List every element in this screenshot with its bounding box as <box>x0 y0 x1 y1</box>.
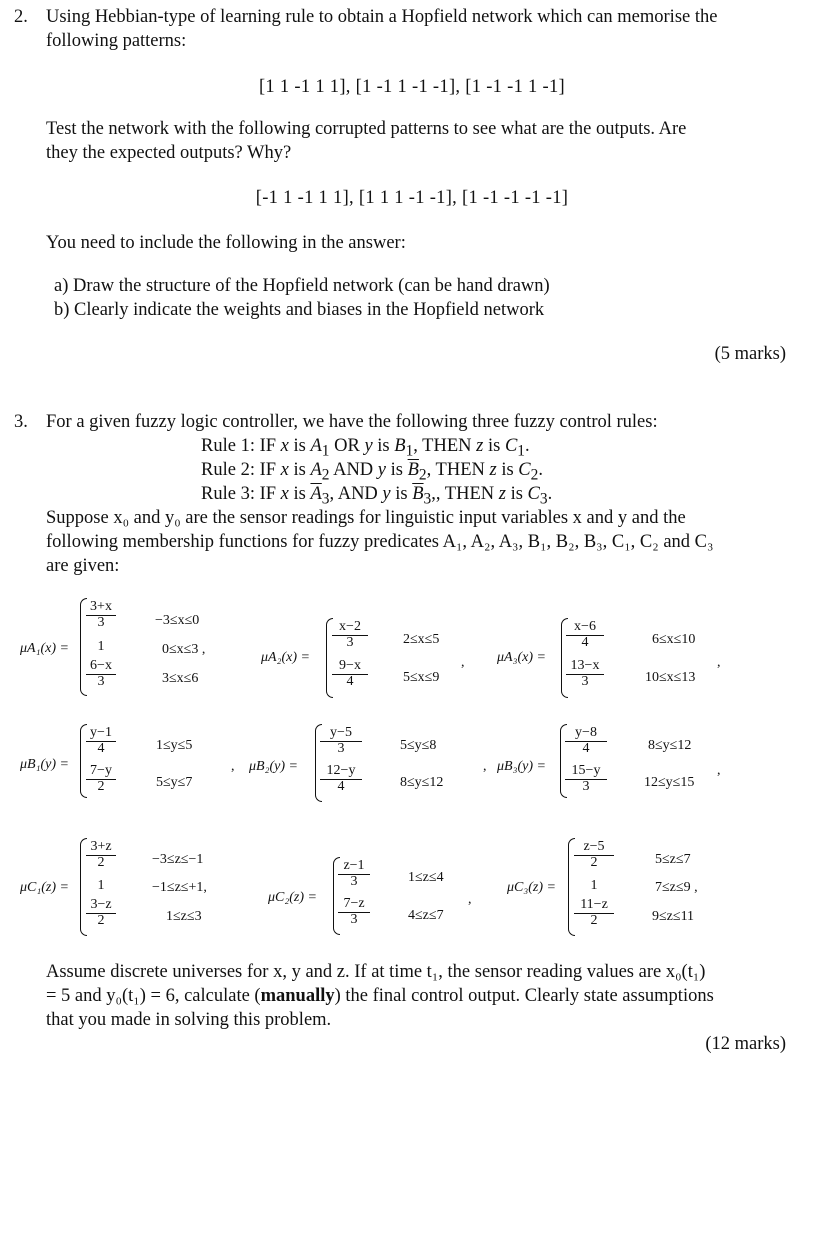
mf-C1-frac2: 3−z 2 <box>86 898 116 928</box>
mf-A2-sep: , <box>461 655 465 670</box>
mf-B3-label: μB₃(y) = <box>497 759 546 774</box>
mf-B3-frac2: 15−y 3 <box>565 764 607 794</box>
mf-C3-mid: 1 <box>590 878 598 893</box>
mf-C1-cond2: −1≤z≤+1, <box>152 880 207 895</box>
q2-line2: following patterns: <box>46 31 187 51</box>
manually-emphasis: manually <box>260 986 335 1006</box>
mf-A3-frac2: 13−x 3 <box>566 659 604 689</box>
mf-A3-frac1: x−6 4 <box>566 620 604 650</box>
mf-C3-label: μC₃(z) = <box>507 880 556 895</box>
q2-item-a: a) Draw the structure of the Hopfield network (can be hand drawn) <box>54 276 550 296</box>
mf-B3-sep: , <box>717 763 721 778</box>
mf-C1-mid: 1 <box>97 878 105 893</box>
q3-assume-line3: that you made in solving this problem. <box>46 1010 332 1030</box>
mf-B2-label: μB₂(y) = <box>249 759 298 774</box>
mf-B2-sep: , <box>483 759 487 774</box>
q3-suppose-line1: Suppose x₀ and y₀ are the sensor readings for linguistic input variables x and y and the <box>46 508 686 528</box>
mf-B1-frac1: y−1 4 <box>86 726 116 756</box>
q2-number: 2. <box>14 7 28 27</box>
mf-C1-label: μC₁(z) = <box>20 880 69 895</box>
mf-A2-frac1: x−2 3 <box>332 620 368 650</box>
mf-B3-cond2: 12≤y≤15 <box>644 775 695 790</box>
q2-item-b: b) Clearly indicate the weights and biases in the Hopfield network <box>54 300 545 320</box>
mf-B2-cond1: 5≤y≤8 <box>400 738 437 753</box>
mf-C3-cond3: 9≤z≤11 <box>652 909 695 924</box>
mf-C2-frac2: 7−z 3 <box>338 897 370 927</box>
q3-suppose-line2: following membership functions for fuzzy predicates A₁, A₂, A₃, B₁, B₂, B₃, C₁, C₂ and C₃ <box>46 532 714 552</box>
mf-B1-sep: , <box>231 759 235 774</box>
mf-A1-mid: 1 <box>97 639 105 654</box>
mf-B1-cond1: 1≤y≤5 <box>156 738 193 753</box>
mf-B3-frac1: y−8 4 <box>565 726 607 756</box>
q2-test-line1: Test the network with the following corrupted patterns to see what are the outputs. Are <box>46 119 687 139</box>
q2-test-line2: they the expected outputs? Why? <box>46 143 292 163</box>
mf-A1-frac2: 6−x 3 <box>86 659 116 689</box>
mf-B1-cond2: 5≤y≤7 <box>156 775 193 790</box>
mf-A2-cond1: 2≤x≤5 <box>403 632 440 647</box>
mf-A1-cond3: 3≤x≤6 <box>162 671 199 686</box>
mf-A1-cond2: 0≤x≤3 , <box>162 642 206 657</box>
q3-marks: (12 marks) <box>705 1034 786 1054</box>
mf-A3-cond2: 10≤x≤13 <box>645 670 696 685</box>
q3-suppose-line3: are given: <box>46 556 120 576</box>
q2-line1: Using Hebbian-type of learning rule to obtain a Hopfield network which can memorise the <box>46 7 718 27</box>
mf-B1-label: μB₁(y) = <box>20 757 69 772</box>
rule-3: Rule 3: IF x is $\overline{A}_3$, AND y is $\overline{B}_3$,, THEN z is $C_3$. <box>201 484 553 508</box>
mf-C3-cond1: 5≤z≤7 <box>655 852 691 867</box>
mf-B3-cond1: 8≤y≤12 <box>648 738 692 753</box>
mf-C2-sep: , <box>468 892 472 907</box>
mf-A3-cond1: 6≤x≤10 <box>652 632 696 647</box>
q3-assume-line2: = 5 and y₀(t₁) = 6, calculate (manually) the final control output. Clearly state assumptions <box>46 986 714 1006</box>
mf-A3-label: μA₃(x) = <box>497 650 546 665</box>
mf-B2-frac1: y−5 3 <box>320 726 362 756</box>
mf-C2-cond1: 1≤z≤4 <box>408 870 444 885</box>
mf-C3-cond2: 7≤z≤9 , <box>655 880 698 895</box>
mf-A3-sep: , <box>717 655 721 670</box>
mf-C3-frac1: z−5 2 <box>574 840 614 870</box>
mf-A2-label: μA₂(x) = <box>261 650 310 665</box>
mf-A2-cond2: 5≤x≤9 <box>403 670 440 685</box>
q3-assume-line1: Assume discrete universes for x, y and z. If at time t₁, the sensor reading values are x₀(t₁) <box>46 962 706 982</box>
mf-C1-frac1: 3+z 2 <box>86 840 116 870</box>
mf-A1-cond1: −3≤x≤0 <box>155 613 200 628</box>
mf-A2-frac2: 9−x 4 <box>332 659 368 689</box>
rule-1: Rule 1: IF x is $A_1$ OR y is $B_1$, THEN z is $C_1$. <box>201 436 530 460</box>
q2-include: You need to include the following in the answer: <box>46 233 406 253</box>
mf-C3-frac2: 11−z 2 <box>574 898 614 928</box>
mf-A1-frac1: 3+x 3 <box>86 600 116 630</box>
mf-C2-cond2: 4≤z≤7 <box>408 908 444 923</box>
q2-marks: (5 marks) <box>714 344 786 364</box>
rule-2: Rule 2: IF x is $A_2$ AND y is $\overline{B}_2$, THEN z is $C_2$. <box>201 460 543 484</box>
q2-patterns: [1 1 -1 1 1], [1 -1 1 -1 -1], [1 -1 -1 1 -1] <box>258 77 566 97</box>
mf-B1-frac2: 7−y 2 <box>86 764 116 794</box>
mf-B2-frac2: 12−y 4 <box>320 764 362 794</box>
mf-C2-label: μC₂(z) = <box>268 890 317 905</box>
mf-C1-cond3: 1≤z≤3 <box>166 909 202 924</box>
q3-number: 3. <box>14 412 28 432</box>
mf-B2-cond2: 8≤y≤12 <box>400 775 444 790</box>
mf-C2-frac1: z−1 3 <box>338 859 370 889</box>
q2-corrupted: [-1 1 -1 1 1], [1 1 1 -1 -1], [1 -1 -1 -1 -1] <box>255 188 569 208</box>
mf-C1-cond1: −3≤z≤−1 <box>152 852 204 867</box>
mf-A1-label: μA₁(x) = <box>20 641 69 656</box>
q3-intro: For a given fuzzy logic controller, we have the following three fuzzy control rules: <box>46 412 658 432</box>
